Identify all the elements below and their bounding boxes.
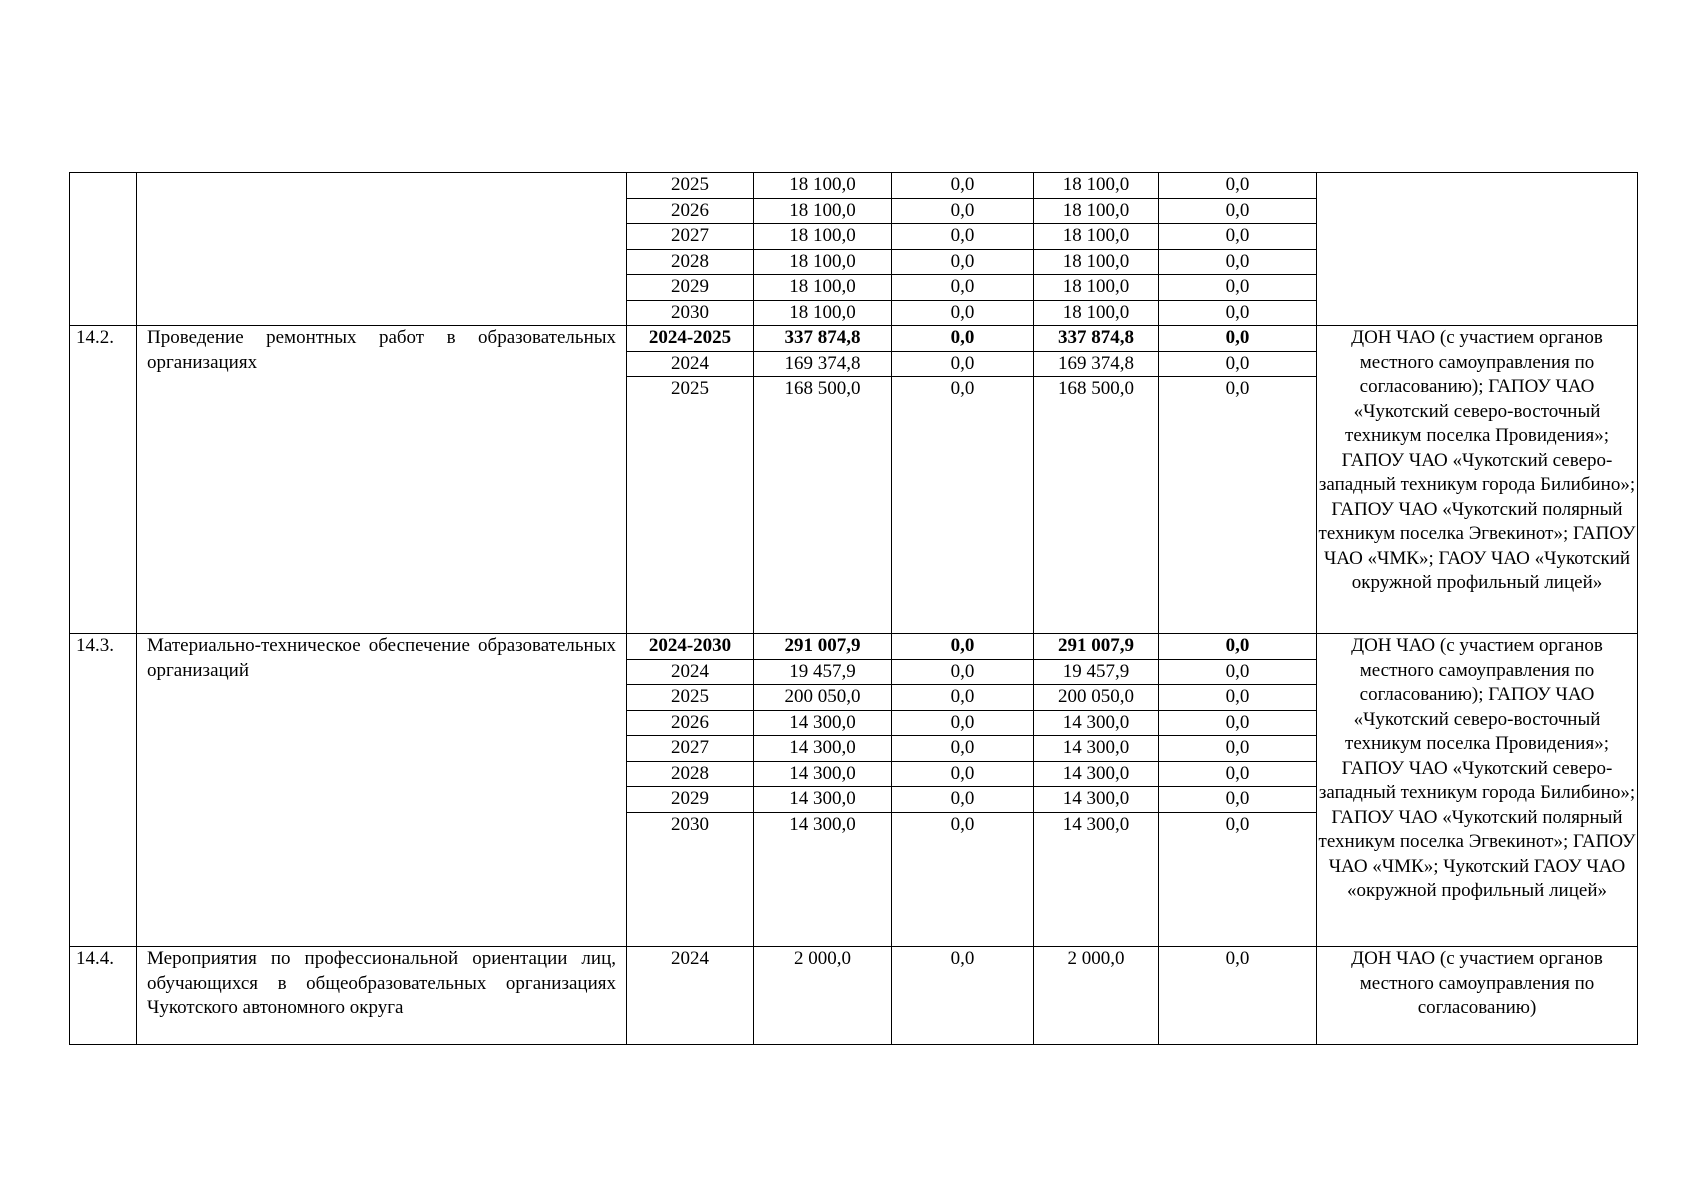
year-cell: 2024-2030 bbox=[627, 634, 754, 660]
responsible-cell: ДОН ЧАО (с участием органов местного самоуправления по согласованию); ГАПОУ ЧАО «Чукотский северо-восточный техникум поселка Провидения»; ГАПОУ ЧАО «Чукотский северо-западный техникум города Билибино»; ГАПОУ ЧАО «Чукотский полярный техникум поселка Эгвекинот»; ГАПОУ ЧАО «ЧМК»; ГАОУ ЧАО «Чукотский окружной профильный лицей» bbox=[1317, 326, 1638, 634]
item-number-cell bbox=[70, 173, 137, 326]
other-sources-cell: 0,0 bbox=[1159, 761, 1317, 787]
federal-budget-cell: 0,0 bbox=[892, 787, 1034, 813]
total-cell: 291 007,9 bbox=[754, 634, 892, 660]
regional-budget-cell: 18 100,0 bbox=[1034, 275, 1159, 301]
year-cell: 2027 bbox=[627, 736, 754, 762]
table-row bbox=[70, 326, 1638, 352]
federal-budget-cell: 0,0 bbox=[892, 198, 1034, 224]
federal-budget-cell: 0,0 bbox=[892, 659, 1034, 685]
year-cell: 2025 bbox=[627, 685, 754, 711]
regional-budget-cell: 18 100,0 bbox=[1034, 173, 1159, 199]
year-cell: 2024-2025 bbox=[627, 326, 754, 352]
year-cell: 2027 bbox=[627, 224, 754, 250]
item-name-cell bbox=[137, 173, 627, 326]
regional-budget-cell: 14 300,0 bbox=[1034, 787, 1159, 813]
other-sources-cell: 0,0 bbox=[1159, 710, 1317, 736]
table-row bbox=[70, 947, 1638, 1045]
year-cell: 2024 bbox=[627, 947, 754, 1045]
other-sources-cell: 0,0 bbox=[1159, 326, 1317, 352]
total-cell: 168 500,0 bbox=[754, 377, 892, 634]
federal-budget-cell: 0,0 bbox=[892, 249, 1034, 275]
year-cell: 2030 bbox=[627, 812, 754, 947]
regional-budget-cell: 2 000,0 bbox=[1034, 947, 1159, 1045]
regional-budget-cell: 291 007,9 bbox=[1034, 634, 1159, 660]
year-cell: 2024 bbox=[627, 351, 754, 377]
total-cell: 14 300,0 bbox=[754, 710, 892, 736]
other-sources-cell: 0,0 bbox=[1159, 812, 1317, 947]
regional-budget-cell: 169 374,8 bbox=[1034, 351, 1159, 377]
responsible-cell: ДОН ЧАО (с участием органов местного самоуправления по согласованию) bbox=[1317, 947, 1638, 1045]
total-cell: 18 100,0 bbox=[754, 173, 892, 199]
other-sources-cell: 0,0 bbox=[1159, 300, 1317, 326]
federal-budget-cell: 0,0 bbox=[892, 736, 1034, 762]
year-cell: 2028 bbox=[627, 761, 754, 787]
program-activities-table bbox=[69, 172, 1638, 1045]
year-cell: 2029 bbox=[627, 787, 754, 813]
other-sources-cell: 0,0 bbox=[1159, 173, 1317, 199]
regional-budget-cell: 14 300,0 bbox=[1034, 710, 1159, 736]
regional-budget-cell: 14 300,0 bbox=[1034, 761, 1159, 787]
year-cell: 2025 bbox=[627, 173, 754, 199]
regional-budget-cell: 200 050,0 bbox=[1034, 685, 1159, 711]
item-number-cell: 14.2. bbox=[70, 326, 137, 634]
total-cell: 18 100,0 bbox=[754, 275, 892, 301]
regional-budget-cell: 18 100,0 bbox=[1034, 249, 1159, 275]
responsible-cell bbox=[1317, 173, 1638, 326]
year-cell: 2026 bbox=[627, 710, 754, 736]
regional-budget-cell: 14 300,0 bbox=[1034, 736, 1159, 762]
total-cell: 14 300,0 bbox=[754, 787, 892, 813]
regional-budget-cell: 168 500,0 bbox=[1034, 377, 1159, 634]
total-cell: 200 050,0 bbox=[754, 685, 892, 711]
regional-budget-cell: 18 100,0 bbox=[1034, 198, 1159, 224]
federal-budget-cell: 0,0 bbox=[892, 761, 1034, 787]
total-cell: 18 100,0 bbox=[754, 224, 892, 250]
year-cell: 2026 bbox=[627, 198, 754, 224]
regional-budget-cell: 337 874,8 bbox=[1034, 326, 1159, 352]
federal-budget-cell: 0,0 bbox=[892, 947, 1034, 1045]
federal-budget-cell: 0,0 bbox=[892, 710, 1034, 736]
total-cell: 169 374,8 bbox=[754, 351, 892, 377]
total-cell: 18 100,0 bbox=[754, 300, 892, 326]
other-sources-cell: 0,0 bbox=[1159, 198, 1317, 224]
federal-budget-cell: 0,0 bbox=[892, 275, 1034, 301]
federal-budget-cell: 0,0 bbox=[892, 812, 1034, 947]
table-row bbox=[70, 173, 1638, 199]
federal-budget-cell: 0,0 bbox=[892, 377, 1034, 634]
item-name-cell: Проведение ремонтных работ в образовательных организациях bbox=[137, 326, 627, 634]
other-sources-cell: 0,0 bbox=[1159, 275, 1317, 301]
other-sources-cell: 0,0 bbox=[1159, 634, 1317, 660]
federal-budget-cell: 0,0 bbox=[892, 224, 1034, 250]
regional-budget-cell: 14 300,0 bbox=[1034, 812, 1159, 947]
total-cell: 18 100,0 bbox=[754, 198, 892, 224]
regional-budget-cell: 18 100,0 bbox=[1034, 224, 1159, 250]
federal-budget-cell: 0,0 bbox=[892, 634, 1034, 660]
federal-budget-cell: 0,0 bbox=[892, 300, 1034, 326]
year-cell: 2030 bbox=[627, 300, 754, 326]
other-sources-cell: 0,0 bbox=[1159, 659, 1317, 685]
item-name-cell: Материально-техническое обеспечение образовательных организаций bbox=[137, 634, 627, 947]
year-cell: 2024 bbox=[627, 659, 754, 685]
table-row bbox=[70, 634, 1638, 660]
total-cell: 337 874,8 bbox=[754, 326, 892, 352]
total-cell: 14 300,0 bbox=[754, 812, 892, 947]
item-name-cell: Мероприятия по профессиональной ориентации лиц, обучающихся в общеобразовательных организациях Чукотского автономного округа bbox=[137, 947, 627, 1045]
other-sources-cell: 0,0 bbox=[1159, 736, 1317, 762]
other-sources-cell: 0,0 bbox=[1159, 377, 1317, 634]
other-sources-cell: 0,0 bbox=[1159, 685, 1317, 711]
other-sources-cell: 0,0 bbox=[1159, 224, 1317, 250]
responsible-cell: ДОН ЧАО (с участием органов местного самоуправления по согласованию); ГАПОУ ЧАО «Чукотский северо-восточный техникум поселка Провидения»; ГАПОУ ЧАО «Чукотский северо-западный техникум города Билибино»; ГАПОУ ЧАО «Чукотский полярный техникум поселка Эгвекинот»; ГАПОУ ЧАО «ЧМК»; Чукотский ГАОУ ЧАО «окружной профильный лицей» bbox=[1317, 634, 1638, 947]
federal-budget-cell: 0,0 bbox=[892, 173, 1034, 199]
regional-budget-cell: 18 100,0 bbox=[1034, 300, 1159, 326]
other-sources-cell: 0,0 bbox=[1159, 787, 1317, 813]
total-cell: 14 300,0 bbox=[754, 761, 892, 787]
total-cell: 18 100,0 bbox=[754, 249, 892, 275]
federal-budget-cell: 0,0 bbox=[892, 326, 1034, 352]
federal-budget-cell: 0,0 bbox=[892, 351, 1034, 377]
item-number-cell: 14.3. bbox=[70, 634, 137, 947]
year-cell: 2029 bbox=[627, 275, 754, 301]
federal-budget-cell: 0,0 bbox=[892, 685, 1034, 711]
total-cell: 2 000,0 bbox=[754, 947, 892, 1045]
other-sources-cell: 0,0 bbox=[1159, 249, 1317, 275]
other-sources-cell: 0,0 bbox=[1159, 947, 1317, 1045]
year-cell: 2028 bbox=[627, 249, 754, 275]
year-cell: 2025 bbox=[627, 377, 754, 634]
other-sources-cell: 0,0 bbox=[1159, 351, 1317, 377]
item-number-cell: 14.4. bbox=[70, 947, 137, 1045]
total-cell: 19 457,9 bbox=[754, 659, 892, 685]
table-body bbox=[70, 173, 1638, 1045]
regional-budget-cell: 19 457,9 bbox=[1034, 659, 1159, 685]
total-cell: 14 300,0 bbox=[754, 736, 892, 762]
